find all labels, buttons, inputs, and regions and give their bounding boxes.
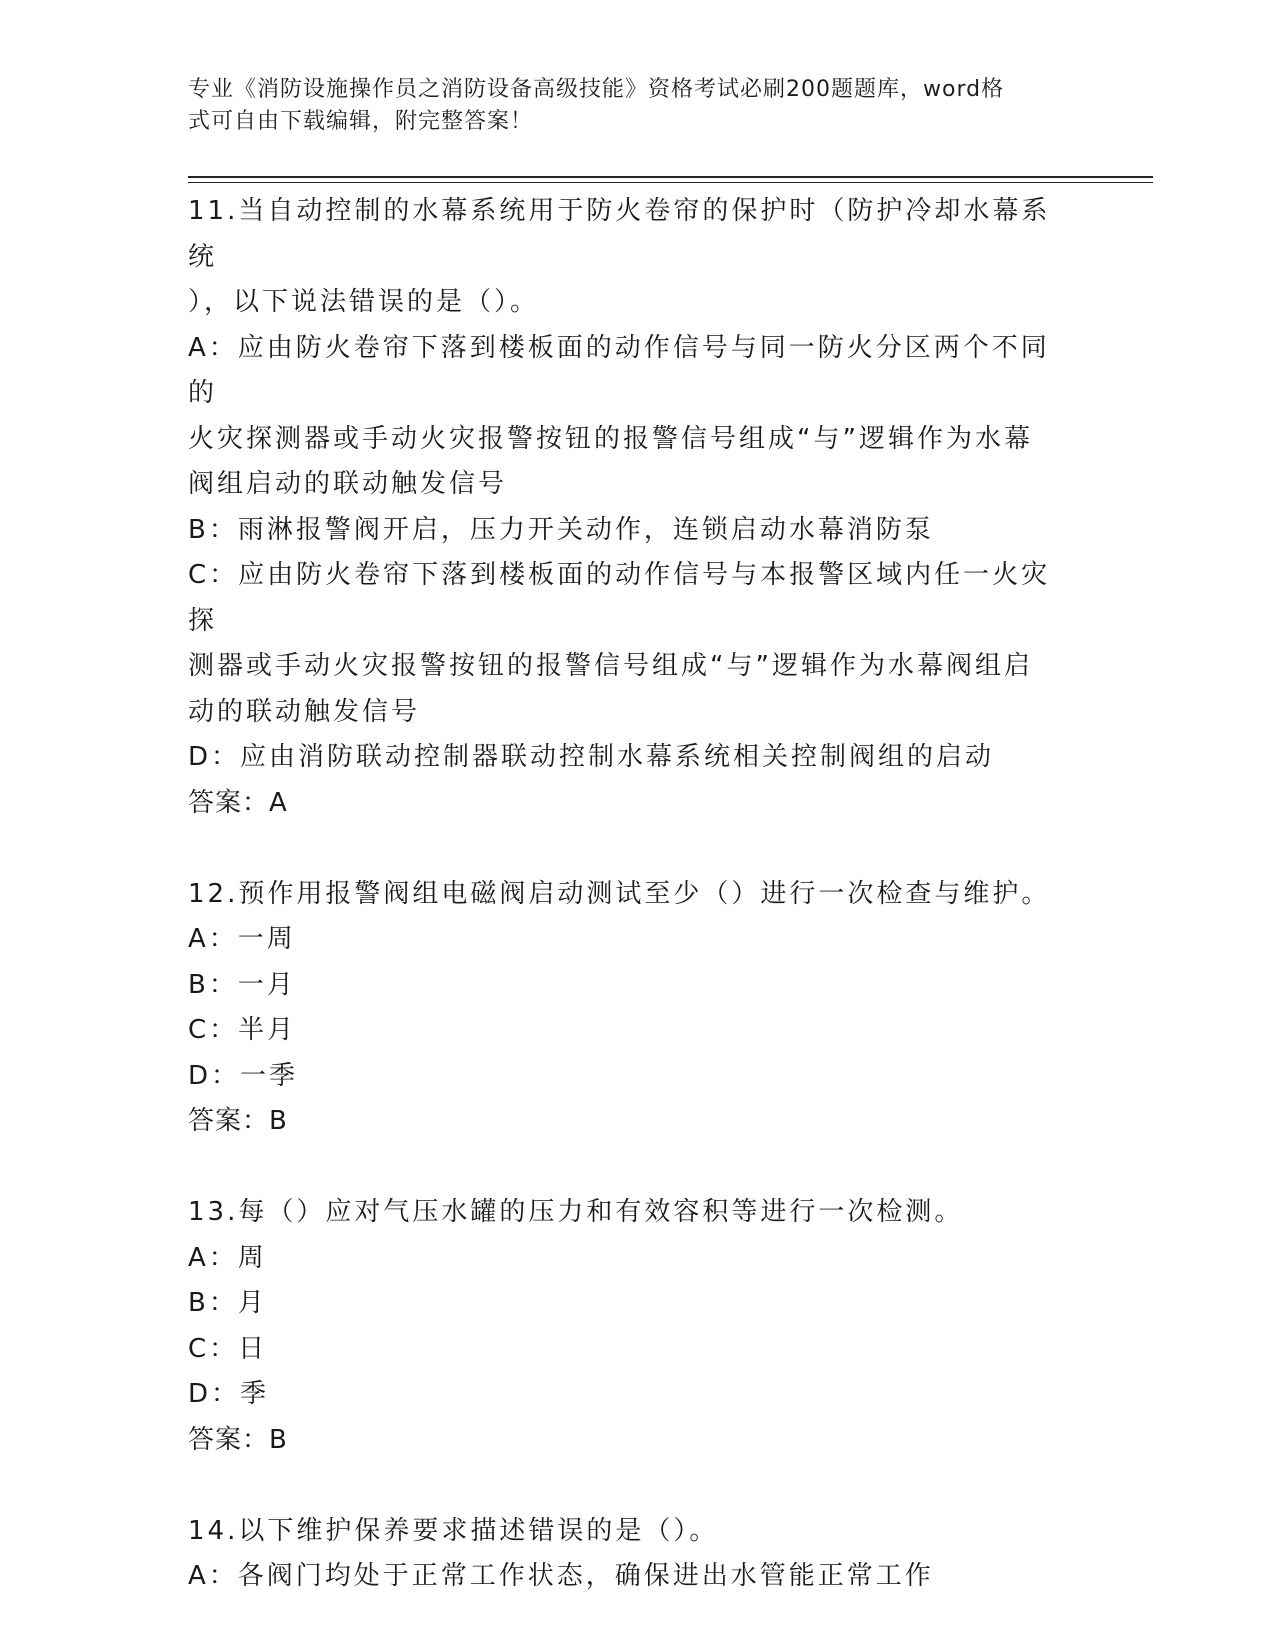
header-line-1: 专业《消防设施操作员之消防设备高级技能》资格考试必刷200题题库，word格: [188, 77, 1005, 102]
answer-line: 答案：A: [188, 787, 288, 818]
header-divider-thin: [188, 182, 1153, 183]
question-stem-line: 13.每（）应对气压水罐的压力和有效容积等进行一次检测。: [188, 1197, 964, 1227]
question-block: [188, 189, 1068, 826]
option-line: B：雨淋报警阀开启，压力开关动作，连锁启动水幕消防泵: [188, 514, 934, 545]
option-line: D：应由消防联动控制器联动控制水幕系统相关控制阀组的启动: [188, 742, 995, 772]
question-block: [188, 1190, 1068, 1463]
option-line: A：应由防火卷帘下落到楼板面的动作信号与同一防火分区两个不同的: [188, 332, 1050, 408]
question-stem-line: 12.预作用报警阀组电磁阀启动测试至少（）进行一次检查与维护。: [188, 878, 1051, 909]
option-line: 测器或手动火灾报警按钮的报警信号组成“与”逻辑作为水幕阀组启: [188, 651, 1033, 681]
document-header: [188, 74, 1068, 138]
option-line: D：季: [188, 1379, 270, 1409]
header-divider-thick: [188, 176, 1153, 178]
question-list: [188, 189, 1068, 1645]
option-line: 阀组启动的联动触发信号: [188, 469, 508, 499]
option-line: C：日: [188, 1333, 268, 1364]
question-stem-line: ），以下说法错误的是（）。: [188, 287, 540, 317]
option-line: D：一季: [188, 1060, 299, 1091]
option-line: A：一周: [188, 924, 296, 954]
question-stem-line: 11.当自动控制的水幕系统用于防火卷帘的保护时（防护冷却水幕系统: [188, 196, 1051, 272]
option-line: A：周: [188, 1242, 267, 1273]
option-line: B：一月: [188, 969, 296, 1000]
header-line-2: 式可自由下载编辑，附完整答案！: [188, 109, 534, 134]
option-line: 动的联动触发信号: [188, 696, 421, 727]
question-block: [188, 872, 1068, 1145]
option-line: C：应由防火卷帘下落到楼板面的动作信号与本报警区域内任一火灾探: [188, 560, 1051, 636]
option-line: B：月: [188, 1288, 267, 1318]
question-stem-line: 14.以下维护保养要求描述错误的是（）。: [188, 1515, 719, 1546]
option-line: C：半月: [188, 1015, 297, 1045]
answer-line: 答案：B: [188, 1106, 288, 1136]
option-line: A：各阀门均处于正常工作状态，确保进出水管能正常工作: [188, 1561, 934, 1591]
question-block: [188, 1509, 1068, 1600]
answer-line: 答案：B: [188, 1424, 288, 1455]
option-line: 火灾探测器或手动火灾报警按钮的报警信号组成“与”逻辑作为水幕: [188, 423, 1033, 454]
